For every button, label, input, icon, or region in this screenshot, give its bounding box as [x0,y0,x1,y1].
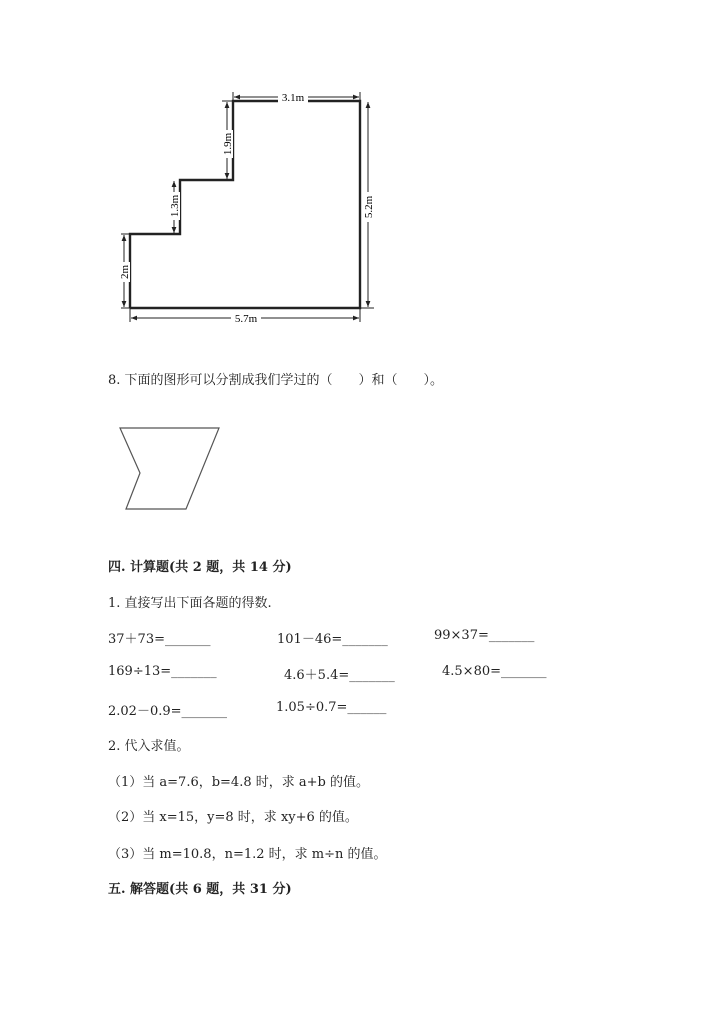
stepped-shape-figure [0,0,720,340]
calc-item: 37＋73=_______ [108,632,211,647]
calc-item: 4.6＋5.4=_______ [284,668,395,683]
pentagon-shape-figure [110,420,230,520]
calc-item: 169÷13=_______ [108,664,217,679]
calc-item: 2.02－0.9=_______ [108,704,228,719]
section-4-q1-title: 1. 直接写出下面各题的得数. [108,596,272,611]
dim-label-right: 5.2m [363,195,375,219]
substitution-item: （3）当 m=10.8，n=1.2 时，求 m÷n 的值。 [108,847,387,862]
substitution-item: （1）当 a=7.6，b=4.8 时，求 a+b 的值。 [108,775,369,790]
section-4-q2-title: 2. 代入求值。 [108,739,190,754]
dim-label-top: 3.1m [281,92,305,104]
question-8: 8. 下面的图形可以分割成我们学过的（ ）和（ ）。 [108,373,444,388]
shape-outline [130,101,360,308]
calc-item: 99×37=_______ [434,628,535,643]
substitution-item: （2）当 x=15，y=8 时，求 xy+6 的值。 [108,810,358,825]
calc-item: 101－46=_______ [277,632,388,647]
section-4-title: 四. 计算题(共 2 题，共 14 分) [108,560,292,575]
dim-label-1-3: 1.3m [169,194,181,218]
calc-item: 1.05÷0.7=______ [276,700,387,715]
pentagon-outline [120,428,219,509]
section-5-title: 五. 解答题(共 6 题，共 31 分) [108,882,292,897]
dim-label-2: 2m [119,264,131,280]
dim-label-1-9: 1.9m [222,132,234,156]
calc-item: 4.5×80=_______ [442,664,547,679]
dim-label-bottom: 5.7m [234,313,258,325]
